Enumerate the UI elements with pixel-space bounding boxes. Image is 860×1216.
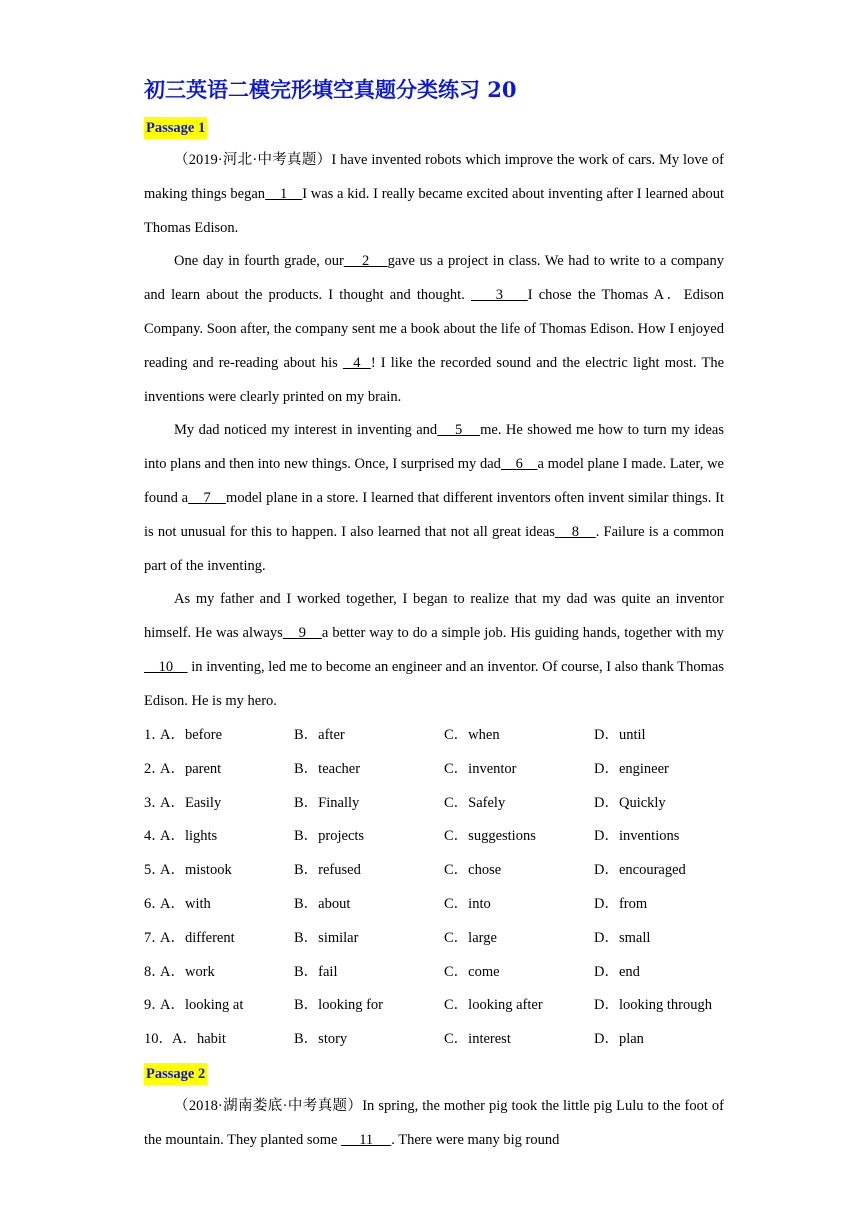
option-a: A．looking at (160, 997, 244, 1014)
option-d: D．until (594, 727, 646, 743)
option-a: A．work (160, 963, 215, 980)
paragraph (144, 1090, 724, 1158)
option-a: A．before (160, 727, 223, 743)
option-d: D．plan (594, 1031, 644, 1048)
answer-blank: 7 (188, 489, 227, 506)
option-d: D．looking through (594, 997, 713, 1014)
option-b: B．story (294, 1031, 348, 1048)
option-c: C．chose (444, 862, 502, 879)
paragraph-text: I was a kid. I really became excited about inventing after I learned about Thomas Edison. (144, 185, 724, 236)
paragraph-text: As my father and I worked together, I began to realize that my dad was quite an inventor himself. He was always (144, 591, 724, 642)
option-a: A．mistook (160, 862, 232, 879)
question-number: 5． (144, 862, 166, 879)
question-number: 2． (144, 760, 166, 777)
answer-blank: 11 (341, 1131, 392, 1148)
option-b: B．projects (294, 828, 365, 845)
answer-blank: 6 (500, 456, 538, 473)
option-d: D．engineer (594, 760, 669, 777)
option-a: A．parent (160, 760, 222, 777)
question-number: 7． (144, 929, 166, 946)
paragraph-text: a model plane I made. Later, we found a (144, 456, 724, 506)
option-d: D．encouraged (594, 862, 686, 879)
answer-blank: 10 (144, 658, 188, 675)
paragraph (144, 245, 724, 414)
question-option-row (144, 820, 744, 854)
question-option-row (144, 787, 744, 821)
option-c: C．large (444, 929, 497, 946)
page-title: 初三英语二模完形填空真题分类练习 20 (144, 77, 517, 102)
option-d: D．end (594, 963, 640, 980)
question-option-row (144, 888, 744, 922)
passage-1-label: Passage 1 (144, 117, 207, 139)
answer-blank: 1 (265, 185, 303, 202)
question-option-row (144, 956, 744, 990)
passage-2-label: Passage 2 (144, 1063, 207, 1085)
question-option-row (144, 922, 744, 956)
paragraph (144, 414, 724, 583)
question-option-row (144, 989, 744, 1023)
question-number: 6． (144, 895, 166, 912)
paragraph-text: me. He showed me how to turn my ideas into plans and then into new things. Once, I surprised my dad (144, 422, 724, 473)
paragraph-text: I chose the Thomas A．Edison Company. Soon after, the company sent me a book about the life of Thomas Edison. How I enjoyed reading and re-reading about his (144, 287, 725, 371)
option-c: C．suggestions (444, 828, 536, 845)
option-b: B．about (294, 895, 351, 912)
option-a: A．different (160, 929, 235, 946)
question-option-row (144, 753, 744, 787)
question-number: 4． (144, 828, 166, 845)
option-a: A．with (160, 895, 211, 912)
option-b: B．looking for (294, 997, 384, 1014)
question-option-row (144, 854, 744, 888)
option-c: C．when (444, 727, 500, 743)
paragraph-text: a better way to do a simple job. His guiding hands, together with my (321, 625, 725, 642)
question-number: 10． (144, 1031, 173, 1048)
paragraph-text: My dad noticed my interest in inventing and (174, 422, 438, 439)
answer-blank: 3 (471, 287, 528, 304)
paragraph-text: （2018·湖南娄底·中考真题）In spring, the mother pig took the little pig Lulu to the foot of the mountain. They planted some (144, 1098, 724, 1148)
paragraph-text: gave us a project in class. We had to write to a company and learn about the products. I thought and thought. (144, 253, 724, 304)
option-c: C．inventor (444, 760, 517, 777)
paragraph-text: . There were many big round (391, 1131, 560, 1148)
option-b: B．after (294, 727, 345, 743)
option-d: D．small (594, 929, 651, 946)
option-c: C．Safely (444, 794, 506, 811)
option-a: A．Easily (160, 794, 222, 811)
option-b: B．similar (294, 929, 359, 946)
option-c: C．come (444, 963, 500, 980)
answer-blank: 4 (342, 354, 371, 371)
answer-blank: 9 (282, 625, 322, 642)
paragraph-text: ! I like the recorded sound and the electric light most. The inventions were clearly printed on my brain. (144, 354, 725, 405)
option-d: D．inventions (594, 828, 680, 845)
question-option-row (144, 719, 744, 753)
option-b: B．Finally (294, 794, 360, 811)
option-c: C．interest (444, 1031, 511, 1048)
option-c: C．into (444, 895, 491, 912)
question-number: 1． (144, 727, 166, 743)
question-number: 8． (144, 963, 166, 980)
option-b: B．fail (294, 963, 338, 980)
passage-2-text (144, 1090, 724, 1158)
answer-blank: 8 (554, 523, 596, 540)
option-d: D．Quickly (594, 794, 666, 811)
question-number: 3． (144, 794, 166, 811)
passage-1-options (144, 719, 744, 1057)
option-a: A．habit (172, 1031, 226, 1048)
passage-1-text (144, 144, 724, 719)
paragraph (144, 583, 724, 718)
option-b: B．teacher (294, 760, 361, 777)
paragraph-text: model plane in a store. I learned that different inventors often invent similar things. It is not unusual for this to happen. I also learned that not all great ideas (144, 489, 725, 540)
paragraph-text: （2019·河北·中考真题）I have invented robots which improve the work of cars. My love of making things began (144, 152, 724, 202)
option-d: D．from (594, 895, 648, 912)
option-b: B．refused (294, 862, 361, 879)
option-c: C．looking after (444, 997, 543, 1014)
option-a: A．lights (160, 828, 218, 845)
paragraph (144, 144, 724, 245)
question-option-row (144, 1023, 744, 1057)
paragraph-text: One day in fourth grade, our (174, 253, 344, 270)
paragraph-text: in inventing, led me to become an engineer and an inventor. Of course, I also thank Thomas Edison. He is my hero. (144, 658, 724, 709)
answer-blank: 2 (343, 253, 388, 270)
answer-blank: 5 (437, 422, 481, 439)
question-number: 9． (144, 997, 166, 1014)
paragraph-text: . Failure is a common part of the inventing. (144, 523, 724, 574)
